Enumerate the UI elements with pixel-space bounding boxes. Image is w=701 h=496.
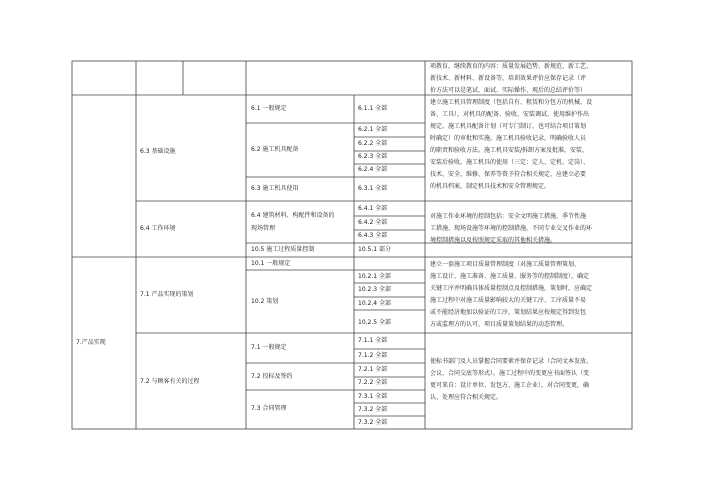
clause-code: 7.1.2 全部 <box>358 352 388 359</box>
section-label: 7.产品实现 <box>76 339 106 346</box>
clause-code: 10.2.4 全部 <box>358 300 391 307</box>
subsection-label: 现场管理 <box>251 225 276 232</box>
subsection-label: 6.1 一般规定 <box>251 105 287 112</box>
clause-code: 6.2.2 全部 <box>358 140 388 147</box>
clause-code: 7.3.2 全部 <box>358 419 388 426</box>
requirement-line: 施工设计、施工准备、施工质量、服务等的控制制度），确定 <box>430 273 590 280</box>
clause-code: 7.3.2 全部 <box>358 406 388 413</box>
clause-code: 6.3.1 全部 <box>358 185 388 192</box>
requirement-line: 使标书部门及人员掌握合同要素并保存记录（合同文本发放、 <box>430 358 593 365</box>
requirement-line: 方或监理方的认可，项目质量策划结果的动态管理。 <box>430 321 569 328</box>
requirement-line: 价方法可以是笔试、面试、实际操作、观后的总结评价等） <box>430 87 587 94</box>
requirement-line: 会议、合同交底等形式）。施工过程中的变更应书面签认（变 <box>430 370 590 377</box>
clause-code: 7.2.2 全部 <box>358 379 388 386</box>
requirement-line: 的职责和验收方法。施工机具安装/拆卸方案及批准，安装、 <box>430 147 589 154</box>
section-requirement-text <box>430 211 630 247</box>
requirement-line: 工措施、现场设施等环境的控制措施，不同专业交叉作业的环 <box>430 225 593 232</box>
subsection-label: 7.2 投标及签约 <box>251 373 293 380</box>
requirement-line: 更可来自：设计单位、发包方、施工企业），对合同变更，确 <box>430 382 590 389</box>
requirement-line: 时确定）的审批和实施。施工机具验收记录，明确验收人员 <box>430 135 587 142</box>
subsection-label: 10.2 策划 <box>251 298 279 305</box>
requirement-line: 项教育，继续教育的内容：质量发展趋势、新规范、新工艺、 <box>430 63 593 70</box>
section-label: 7.2 与顾客有关的过程 <box>140 378 200 385</box>
section-requirement-text <box>430 259 630 331</box>
requirement-line: 或不能经济地加以验证的工序，策划结果应按规定得到发包 <box>430 309 587 316</box>
requirement-line: 认、处理应符合相关规定。 <box>430 394 503 401</box>
section-label: 6.4 工作环境 <box>140 225 176 232</box>
clause-code: 6.2.4 全部 <box>358 166 388 173</box>
clause-code: 7.2.1 全部 <box>358 366 388 373</box>
subsection-label: 6.3 施工机具使用 <box>251 185 299 192</box>
clause-code: 6.4.1 全部 <box>358 205 388 212</box>
clause-code: 10.5.1 部分 <box>358 246 391 253</box>
clause-code: 7.3.1 全部 <box>358 393 388 400</box>
section-requirement-text <box>430 97 630 193</box>
requirement-line: 安装后验收。施工机具的使用（三定：定人、定机、定岗）、 <box>430 159 590 166</box>
requirement-line: 对施工作业环境的控制包括：安全文明施工措施、季节性施 <box>430 213 587 220</box>
requirement-line: 规定。施工机具配备计划（可专门制订，也可结合项目策划 <box>430 123 587 130</box>
clause-code: 10.2.5 全部 <box>358 319 391 326</box>
subsection-label: 7.3 合同管理 <box>251 405 287 412</box>
clause-code: 6.4.2 全部 <box>358 219 388 226</box>
requirement-line: 新技术、新材料、新设备等，培训效果评价应保存记录（评 <box>430 75 587 82</box>
requirement-line: 境控制措施以及按照规定采取的其他相关措施。 <box>430 237 557 244</box>
subsection-label: 6.2 施工机具配备 <box>251 146 299 153</box>
requirement-line: 的机具档案，制定机具技术和安全管理规定。 <box>430 183 551 190</box>
requirement-line: 备、工具），对机具的配备、验收、安装调试、使用维护作出 <box>430 111 590 118</box>
section-label: 6.3 基础设施 <box>140 148 176 155</box>
subsection-label: 7.1 一般规定 <box>251 344 287 351</box>
clause-code: 6.1.1 全部 <box>358 105 388 112</box>
clause-code: 10.2.3 全部 <box>358 286 391 293</box>
subsection-label: 10.5 施工过程质量控制 <box>251 246 315 253</box>
section-label: 7.1 产品实现的策划 <box>140 291 194 298</box>
subsection-label: 6.4 建筑材料、构配件和设备的 <box>251 212 335 219</box>
section-requirement-text <box>430 356 630 404</box>
subsection-label: 10.1 一般规定 <box>251 260 291 267</box>
clause-code: 6.2.3 全部 <box>358 153 388 160</box>
clause-code: 6.2.1 全部 <box>358 126 388 133</box>
clause-code: 7.1.1 全部 <box>358 337 388 344</box>
requirement-line: 关键工序并明确具体质量控制点及控制措施，策划时，应确定 <box>430 285 593 292</box>
clause-code: 6.4.3 全部 <box>358 232 388 239</box>
requirement-line: 施工过程中对施工质量影响较大的关键工序、工序质量不易 <box>430 297 587 304</box>
clause-code: 10.2.1 全部 <box>358 273 391 280</box>
requirement-line: 建立一套施工项目质量管理制度（对施工质量管理策划、 <box>430 261 581 268</box>
requirement-line: 技术、安全、维修、保养等资予符合相关规定，应建立必要 <box>430 171 587 178</box>
top-requirement-text <box>430 61 630 97</box>
requirement-line: 建立施工机具管理制度（包括自有、租赁和分包方的机械、设 <box>430 99 593 106</box>
